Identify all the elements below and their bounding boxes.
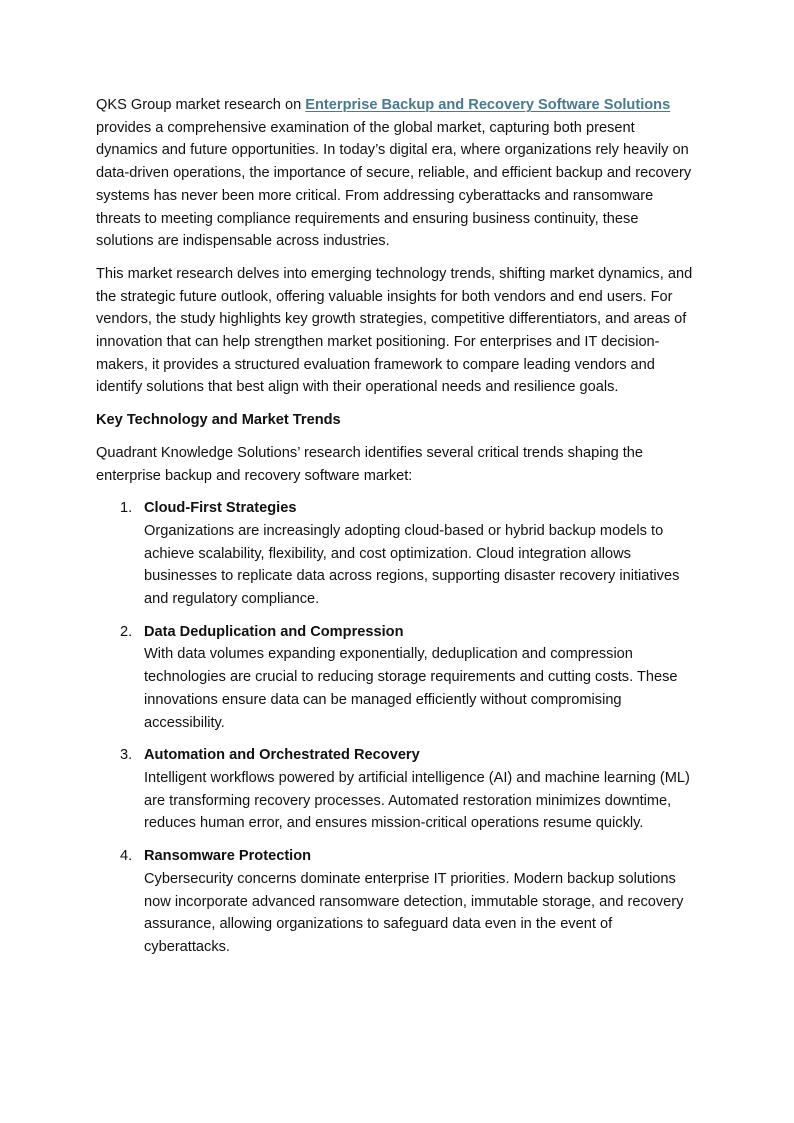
market-research-paragraph: This market research delves into emerging technology trends, shifting market dynamics, and the strategic future outlook, offering valuable insights for both vendors and end users. For vendors, the study highlights key growth strategies, competitive differentiators, and areas of innovation that can help strengthen market positioning. For enterprises and IT decision-makers, it provides a structured evaluation framework to compare leading vendors and identify solutions that best align with their operational needs and resilience goals. [96,265,693,396]
trend-body: With data volumes expanding exponentially, deduplication and compression technologies are crucial to reducing storage requirements and cutting costs. These innovations ensure data can be managed efficiently without compromising accessibility. [144,646,678,731]
list-number: 2. [120,623,133,640]
intro-rest: provides a comprehensive examination of the global market, capturing both present dynamics and future opportunities. In today’s digital era, where organizations rely heavily on data-driven operations, the importance of secure, reliable, and efficient backup and recovery systems has never been more critical. From addressing cyberattacks and ransomware threats to meeting compliance requirements and ensuring business continuity, these solutions are indispensable across industries. [96,119,692,250]
trend-title: Data Deduplication and Compression [144,623,404,640]
trend-body: Intelligent workflows powered by artificial intelligence (AI) and machine learning (ML) are transforming recovery processes. Automated restoration minimizes downtime, reduces human error, and ensures mission-critical operations resume quickly. [144,769,690,832]
trend-body: Organizations are increasingly adopting cloud-based or hybrid backup models to achieve scalability, flexibility, and cost optimization. Cloud integration allows businesses to replicate data across regions, supporting disaster recovery initiatives and regulatory compliance. [144,522,680,608]
intro-prefix: QKS Group market research on [96,97,306,113]
report-link[interactable]: Enterprise Backup and Recovery Software Solutions [305,97,671,113]
list-number: 3. [120,747,133,764]
trend-title: Cloud-First Strategies [144,500,297,517]
list-number: 4. [120,848,133,865]
document-page [96,94,700,969]
trend-title: Ransomware Protection [144,848,312,865]
trend-body: Cybersecurity concerns dominate enterprise IT priorities. Modern backup solutions now incorporate advanced ransomware detection, immutable storage, and recovery assurance, allowing organizations to safeguard data even in the event of cyberattacks. [144,870,684,955]
section-heading: Key Technology and Market Trends [96,412,341,429]
trend-title: Automation and Orchestrated Recovery [144,747,420,764]
list-item [96,744,700,835]
intro-paragraph [96,94,700,253]
section-intro: Quadrant Knowledge Solutions’ research identifies several critical trends shaping the enterprise backup and recovery software market: [96,444,644,484]
list-number: 1. [120,500,133,517]
list-item [96,497,700,611]
list-item [96,845,700,959]
list-item [96,621,700,735]
trends-list [96,497,700,958]
